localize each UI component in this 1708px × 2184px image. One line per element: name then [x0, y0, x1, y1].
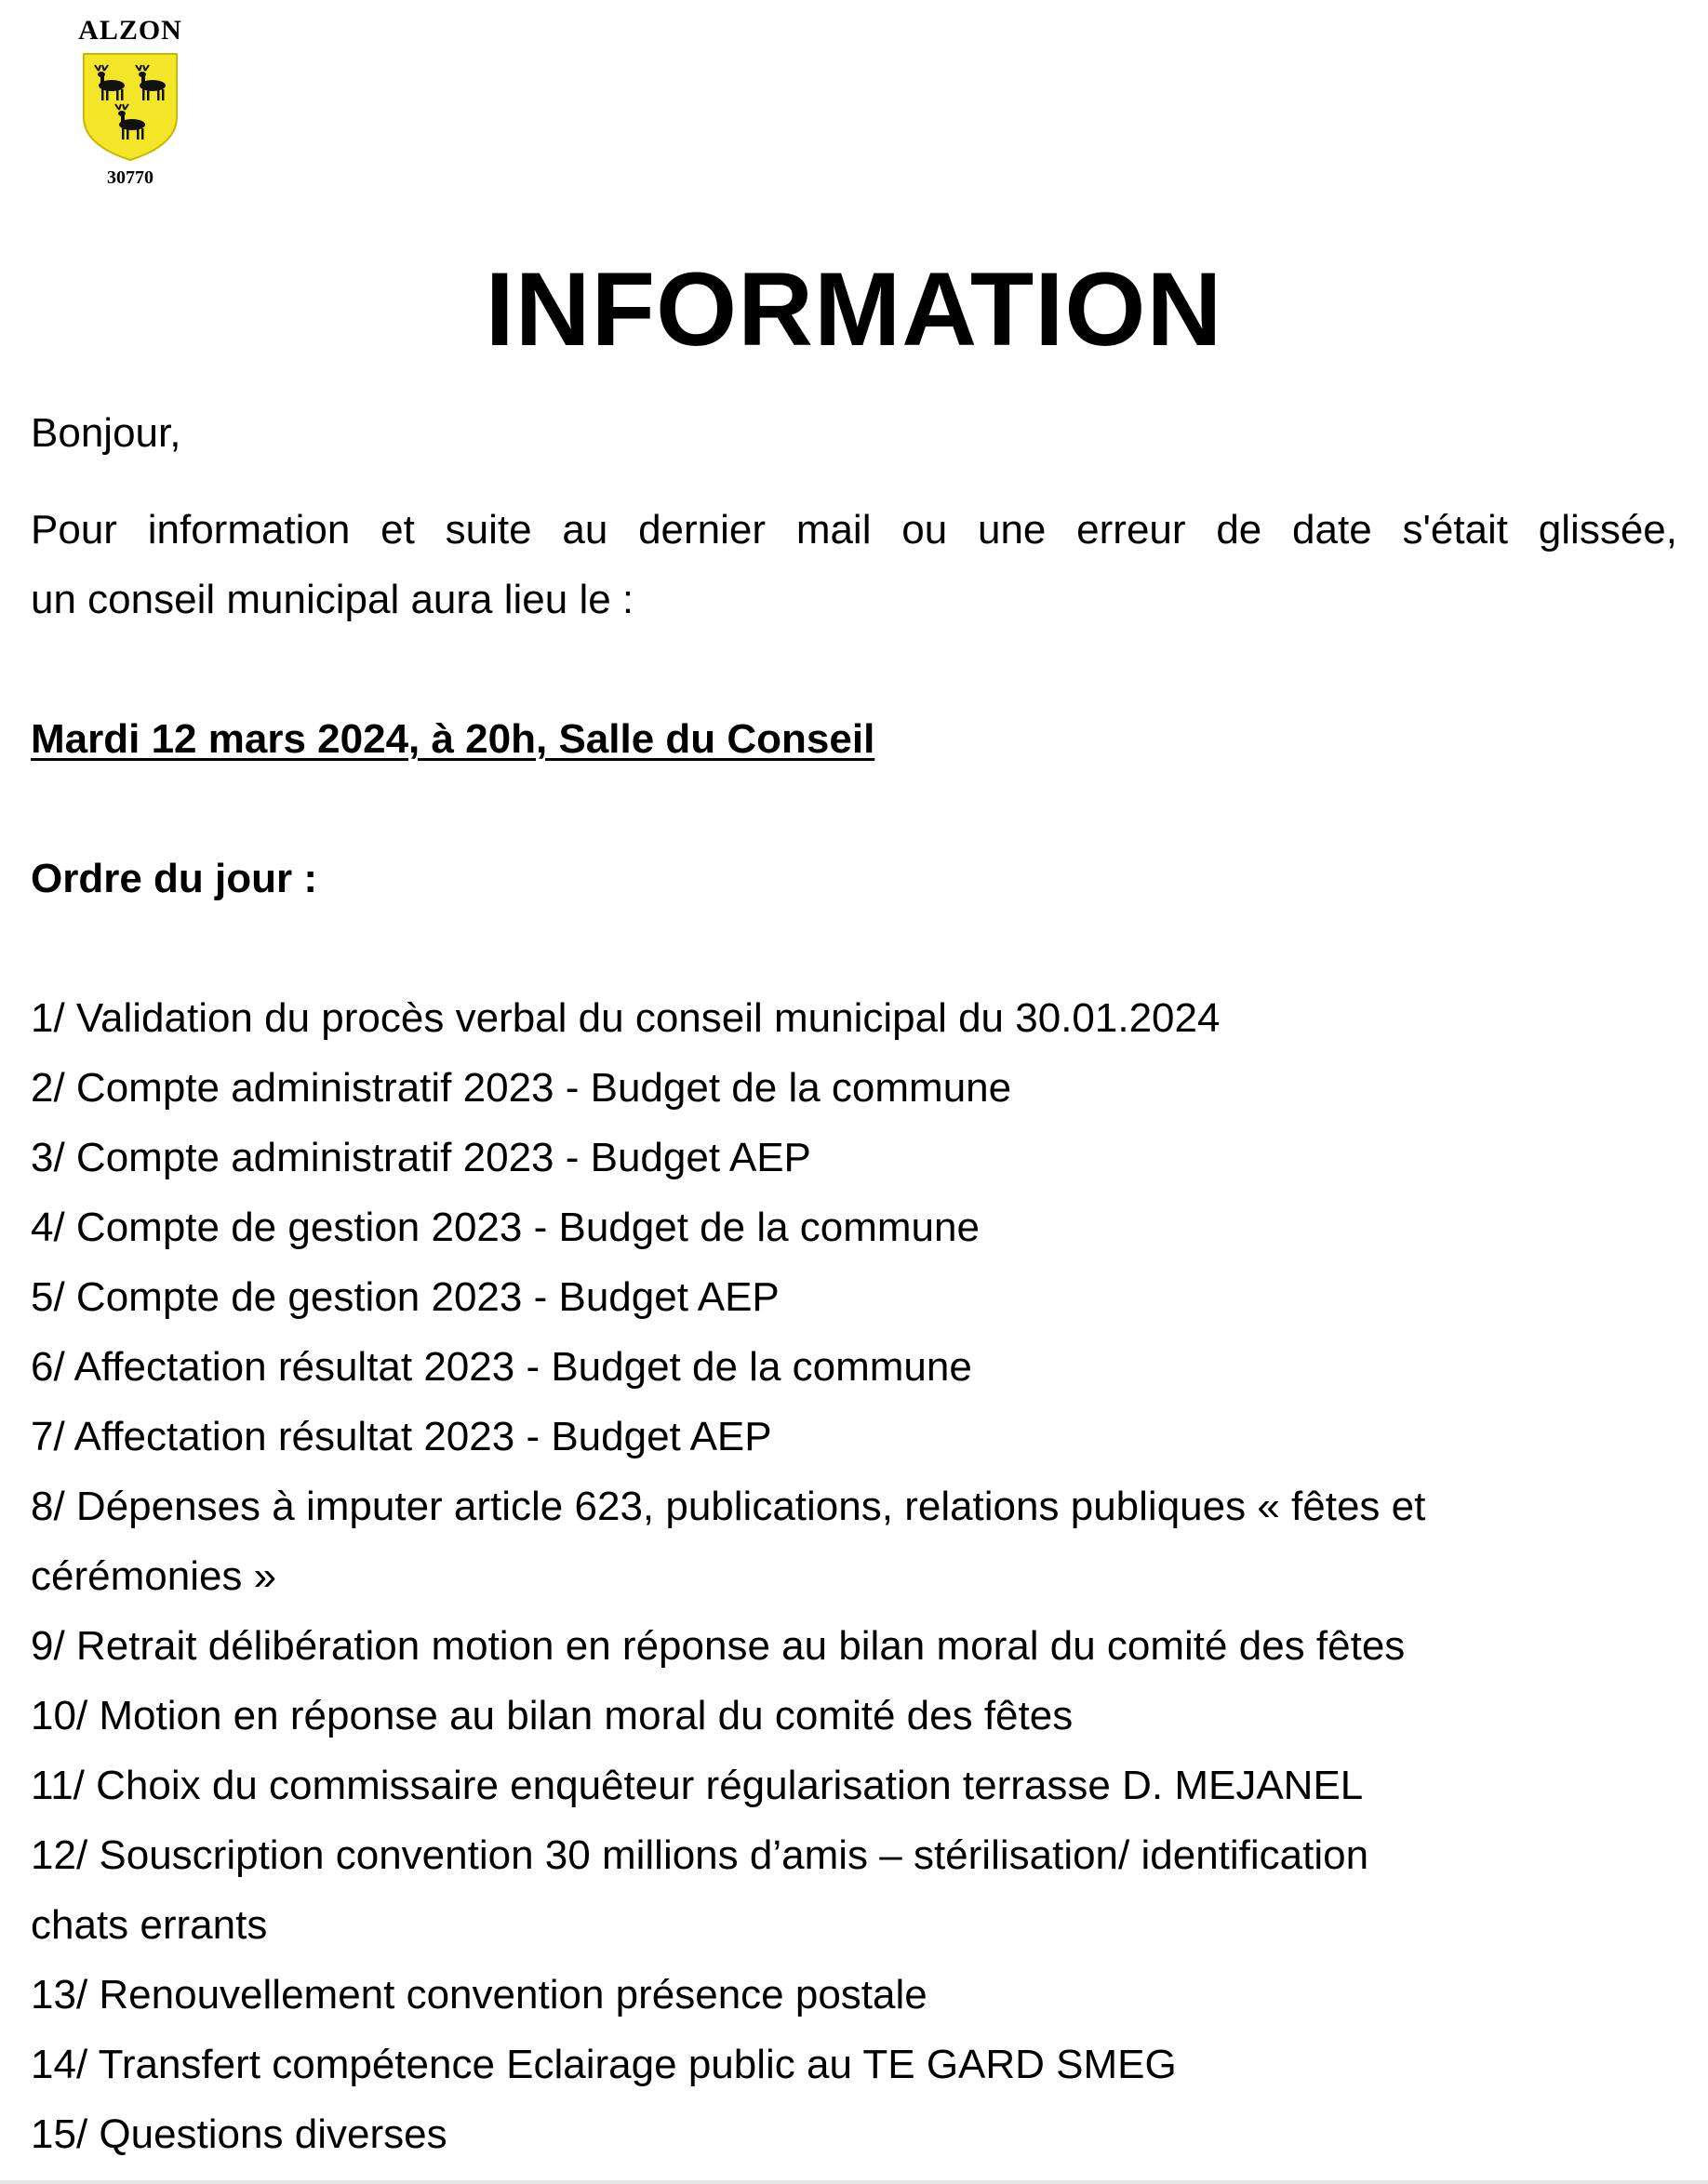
agenda-item: 8/ Dépenses à imputer article 623, publications, relations publiques « fêtes et	[31, 1484, 1426, 1529]
agenda-item-continuation: cérémonies »	[31, 1553, 277, 1599]
agenda-item: 13/ Renouvellement convention présence postale	[31, 1972, 927, 2018]
agenda-heading: Ordre du jour :	[31, 856, 317, 901]
municipal-logo	[65, 15, 195, 190]
agenda-item: 11/ Choix du commissaire enquêteur régularisation terrasse D. MEJANEL	[31, 1763, 1364, 1808]
coat-of-arms-three-deer-icon	[82, 52, 179, 162]
agenda-item: 15/ Questions diverses	[31, 2111, 447, 2157]
agenda-item-continuation: chats errants	[31, 1902, 268, 1948]
page-bottom-divider	[0, 2180, 1708, 2184]
intro-line-1: Pour information et suite au dernier mail ou une erreur de date s'était glissée,	[31, 507, 1677, 553]
town-name: ALZON	[78, 15, 182, 46]
meeting-details: Mardi 12 mars 2024, à 20h, Salle du Conseil	[31, 716, 875, 762]
greeting: Bonjour,	[31, 410, 181, 456]
agenda-item: 4/ Compte de gestion 2023 - Budget de la commune	[31, 1205, 980, 1250]
agenda-item: 12/ Souscription convention 30 millions d’amis – stérilisation/ identification	[31, 1832, 1369, 1878]
agenda-item: 5/ Compte de gestion 2023 - Budget AEP	[31, 1274, 780, 1320]
postcode: 30770	[107, 167, 153, 188]
agenda-item: 10/ Motion en réponse au bilan moral du comité des fêtes	[31, 1693, 1074, 1738]
page-title: INFORMATION	[485, 251, 1223, 367]
agenda-item: 14/ Transfert compétence Eclairage public au TE GARD SMEG	[31, 2042, 1177, 2087]
agenda-item: 9/ Retrait délibération motion en réponse au bilan moral du comité des fêtes	[31, 1623, 1406, 1669]
intro-line-2: un conseil municipal aura lieu le :	[31, 577, 634, 622]
agenda-item: 1/ Validation du procès verbal du conseil municipal du 30.01.2024	[31, 995, 1221, 1041]
agenda-item: 3/ Compte administratif 2023 - Budget AEP	[31, 1135, 811, 1180]
agenda-item: 2/ Compte administratif 2023 - Budget de la commune	[31, 1065, 1012, 1111]
agenda-item: 6/ Affectation résultat 2023 - Budget de la commune	[31, 1344, 972, 1390]
agenda-item: 7/ Affectation résultat 2023 - Budget AEP	[31, 1414, 772, 1459]
